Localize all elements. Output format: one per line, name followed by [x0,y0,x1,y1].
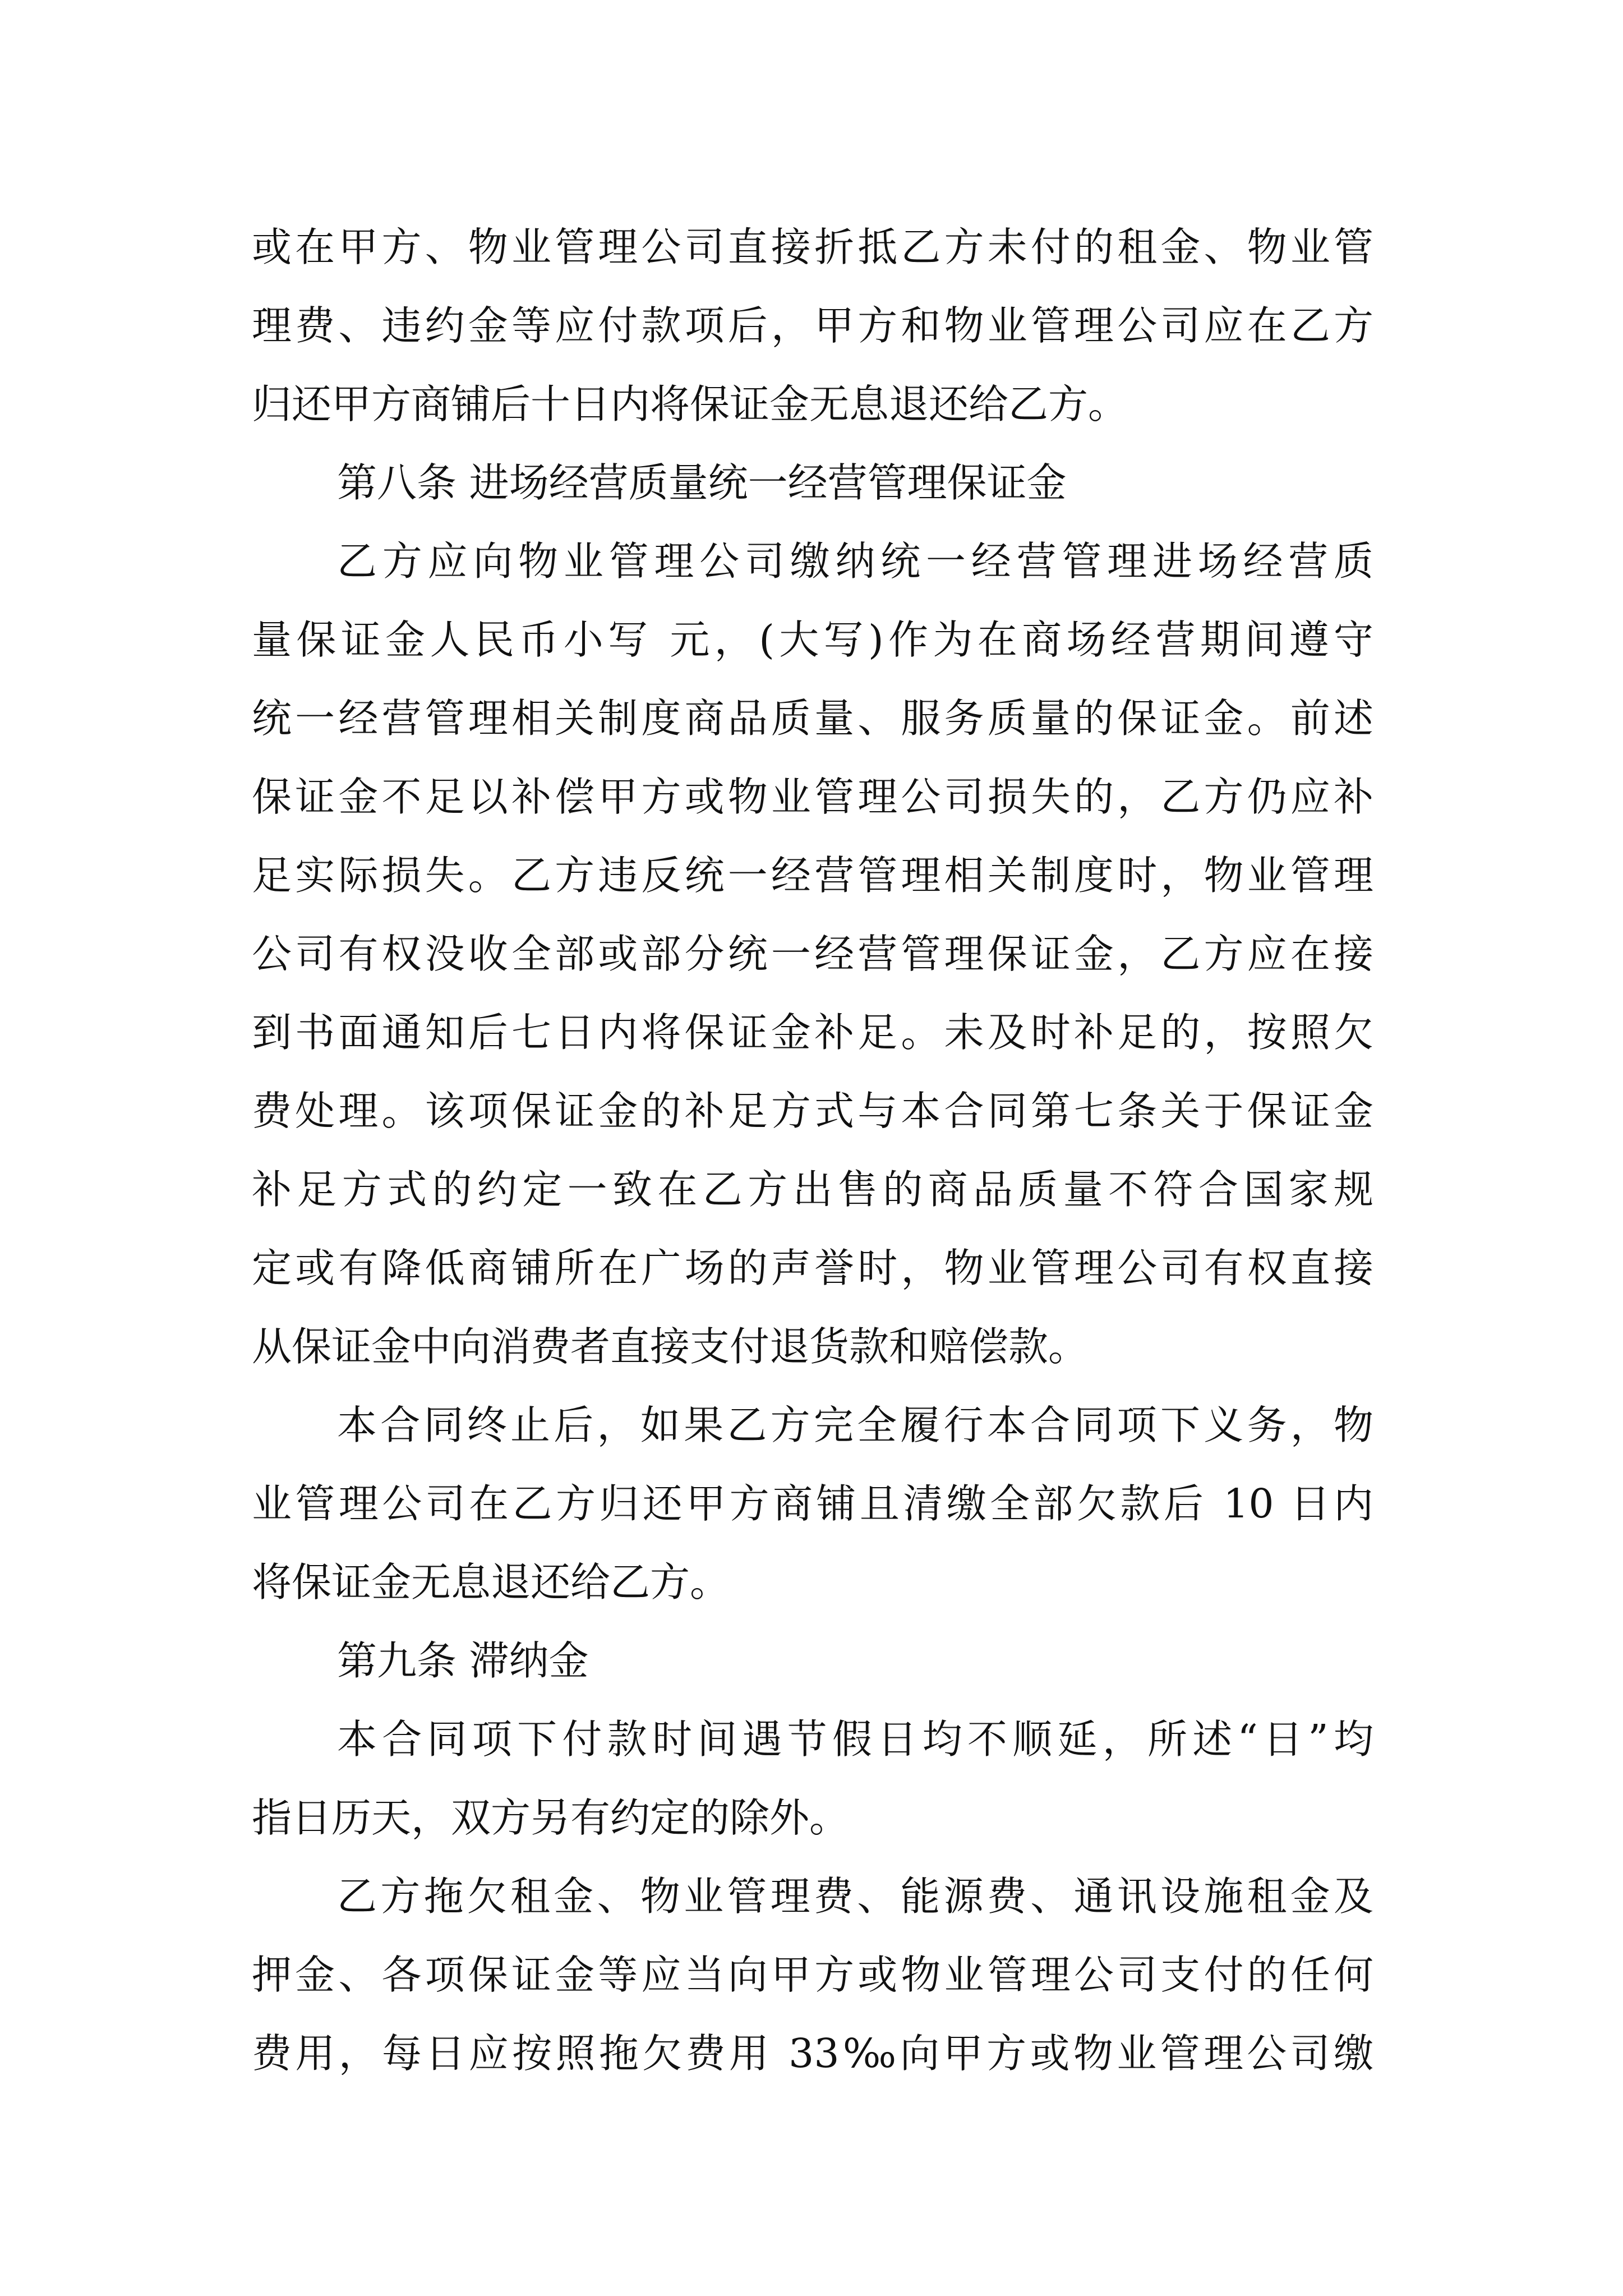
text-line: 指日历天，双方另有约定的除外。 [252,1795,850,1841]
text-line: 将保证金无息退还给乙方。 [252,1559,730,1605]
text-line: 归还甲方商铺后十日内将保证金无息退还给乙方。 [252,381,1128,427]
text-line: 业管理公司在乙方归还甲方商铺且清缴全部欠款后 10 日内 [252,1480,1373,1527]
paragraph-first-line: 乙方拖欠租金、物业管理费、能源费、通讯设施租金及 [337,1873,1373,1920]
text-line: 或在甲方、物业管理公司直接折抵乙方未付的租金、物业管 [252,224,1373,270]
text-line: 从保证金中向消费者直接支付退货款和赔偿款。 [252,1323,1089,1370]
text-line: 补足方式的约定一致在乙方出售的商品质量不符合国家规 [252,1166,1373,1213]
text-line: 费处理。该项保证金的补足方式与本合同第七条关于保证金 [252,1088,1373,1134]
section-heading: 第八条 进场经营质量统一经营管理保证金 [337,459,1067,506]
text-line: 公司有权没收全部或部分统一经营管理保证金，乙方应在接 [252,931,1373,977]
paragraph-first-line: 本合同项下付款时间遇节假日均不顺延，所述“日”均 [337,1716,1373,1763]
text-line: 保证金不足以补偿甲方或物业管理公司损失的，乙方仍应补 [252,774,1373,820]
text-line: 到书面通知后七日内将保证金补足。未及时补足的，按照欠 [252,1009,1373,1056]
text-line: 押金、各项保证金等应当向甲方或物业管理公司支付的任何 [252,1952,1373,1998]
paragraph-first-line: 乙方应向物业管理公司缴纳统一经营管理进场经营质 [337,538,1373,585]
text-line: 统一经营管理相关制度商品质量、服务质量的保证金。前述 [252,695,1373,742]
text-line: 量保证金人民币小写 元，(大写)作为在商场经营期间遵守 [252,616,1373,663]
text-line: 足实际损失。乙方违反统一经营管理相关制度时，物业管理 [252,852,1373,899]
text-line: 理费、违约金等应付款项后，甲方和物业管理公司应在乙方 [252,302,1373,349]
text-line: 定或有降低商铺所在广场的声誉时，物业管理公司有权直接 [252,1245,1373,1291]
section-heading: 第九条 滞纳金 [337,1637,589,1684]
text-line: 费用，每日应按照拖欠费用 33‰向甲方或物业管理公司缴 [252,2030,1373,2077]
paragraph-first-line: 本合同终止后，如果乙方完全履行本合同项下义务，物 [337,1402,1373,1448]
